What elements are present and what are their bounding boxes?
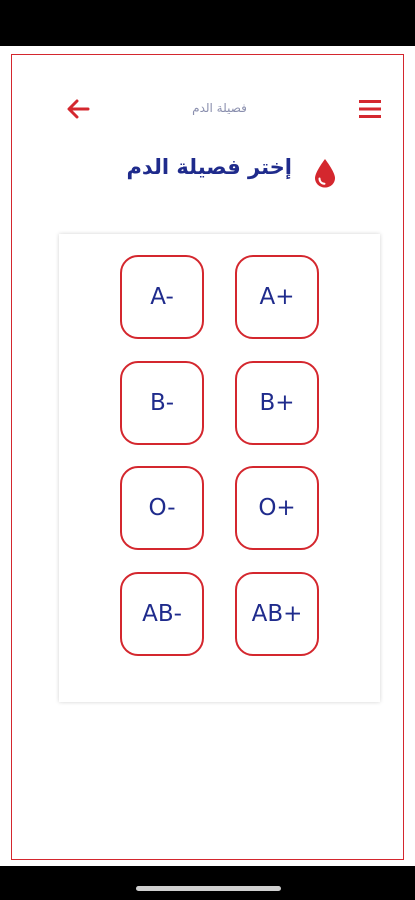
screen-frame xyxy=(11,54,404,860)
arrow-left-icon xyxy=(66,99,90,119)
app-header xyxy=(12,55,403,155)
blood-drop-icon xyxy=(312,157,338,189)
blood-type-button-o-negative[interactable]: O- xyxy=(120,466,204,550)
home-indicator[interactable] xyxy=(136,886,281,891)
system-nav-bar xyxy=(0,866,415,900)
blood-type-button-ab-negative[interactable]: AB- xyxy=(120,572,204,656)
blood-type-button-o-positive[interactable]: O+ xyxy=(235,466,319,550)
header-title: فصيلة الدم xyxy=(192,101,247,115)
app-screen xyxy=(0,46,415,866)
menu-button[interactable] xyxy=(356,95,384,123)
blood-type-button-ab-positive[interactable]: AB+ xyxy=(235,572,319,656)
hamburger-menu-icon xyxy=(359,99,381,119)
status-bar xyxy=(0,0,415,46)
page-title: إختر فصيلة الدم xyxy=(126,155,292,179)
blood-type-button-b-positive[interactable]: B+ xyxy=(235,361,319,445)
blood-type-button-b-negative[interactable]: B- xyxy=(120,361,204,445)
back-button[interactable] xyxy=(64,95,92,123)
blood-type-grid xyxy=(59,234,380,702)
page-heading-row xyxy=(12,151,403,191)
blood-type-button-a-positive[interactable]: A+ xyxy=(235,255,319,339)
blood-type-button-a-negative[interactable]: A- xyxy=(120,255,204,339)
blood-type-card xyxy=(59,234,380,702)
